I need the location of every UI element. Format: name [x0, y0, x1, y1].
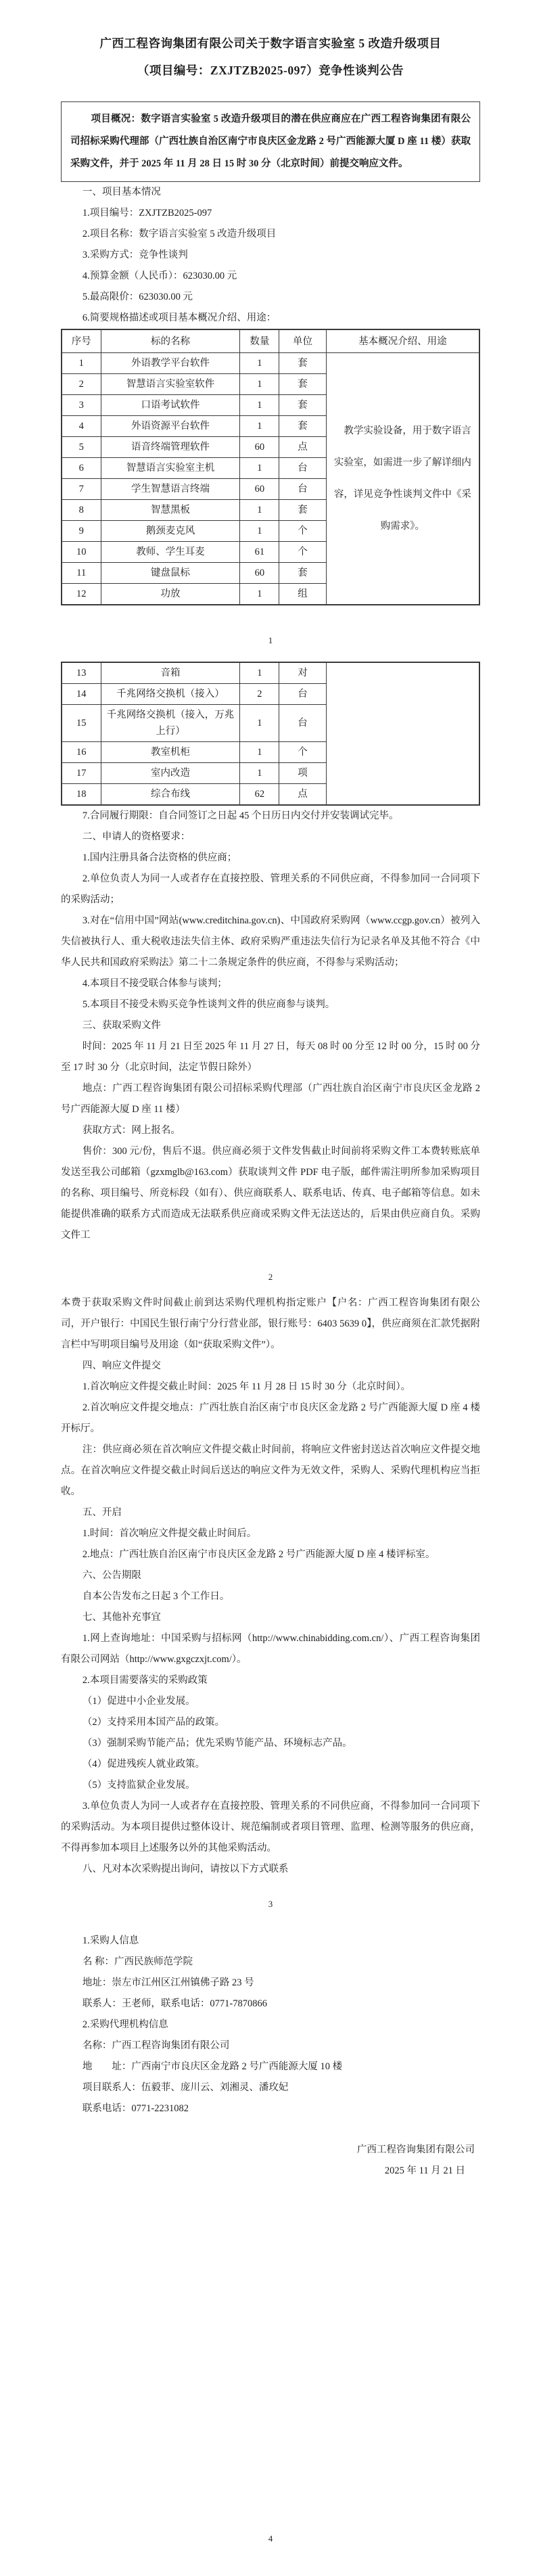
table-cell: 教师、学生耳麦: [101, 542, 240, 563]
title-line-1: 广西工程咨询集团有限公司关于数字语言实验室 5 改造升级项目: [99, 37, 442, 50]
table-cell: 5: [62, 437, 101, 458]
table-cell: 室内改造: [101, 763, 240, 784]
section-heading: 六、公告期限: [82, 1570, 141, 1581]
paragraph: 自本公告发布之日起 3 个工作日。: [82, 1591, 230, 1602]
table-cell: 7: [62, 479, 101, 500]
table-cell: 4: [62, 416, 101, 437]
spacer: [61, 1914, 480, 1931]
paragraph: 名称：广西工程咨询集团有限公司: [82, 2040, 230, 2051]
paragraph: 1.时间：首次响应文件提交截止时间后。: [82, 1528, 257, 1539]
table-cell: 智慧黑板: [101, 500, 240, 521]
paragraph: 2.单位负责人为同一人或者存在直接控股、管理关系的不同供应商，不得参加同一合同项下的采购活动；: [61, 873, 480, 905]
table-header-row: [62, 329, 479, 353]
table-cell: 对: [279, 662, 326, 684]
table-cell: 13: [62, 662, 101, 684]
paragraph: 地 址：广西南宁市良庆区金龙路 2 号广西能源大厦 10 楼: [82, 2061, 343, 2072]
project-overview-text: [70, 108, 471, 175]
paragraph: （3）强制采购节能产品；优先采购节能产品、环境标志产品。: [82, 1738, 352, 1749]
paragraph: 获取方式：网上报名。: [82, 1125, 181, 1136]
paragraph: 2.首次响应文件提交地点：广西壮族自治区南宁市良庆区金龙路 2 号广西能源大厦 D 座 4 楼开标厅。: [61, 1402, 480, 1434]
table-cell: 11: [62, 563, 101, 584]
overview-label: 项目概况：: [91, 114, 141, 124]
table-cell: 组: [279, 584, 326, 605]
title-line-2: （项目编号：ZXJTZB2025-097）竞争性谈判公告: [137, 64, 404, 77]
table-cell: 鹅颈麦克风: [101, 521, 240, 542]
overview-body: 数字语言实验室 5 改造升级项目的潜在供应商应在广西工程咨询集团有限公司招标采购代理部（广西壮族自治区南宁市良庆区金龙路 2 号广西能源大厦 D 座 11 楼）获取采购文件，并于 2025 年 11 月 28 日 15 时 30 分（北京时间）前提交响应文件。: [70, 114, 471, 169]
table-cell: 功放: [101, 584, 240, 605]
table-cell: 台: [279, 684, 326, 705]
page-number: 2: [268, 1272, 273, 1282]
table-cell: 2: [240, 684, 279, 705]
table-cell: 1: [240, 584, 279, 605]
signature-company: 广西工程咨询集团有限公司: [357, 2144, 475, 2155]
table-cell: 10: [62, 542, 101, 563]
paragraph: 地址：崇左市江州区江州镇佛子路 23 号: [82, 1977, 254, 1988]
paragraph: 7.合同履行期限：自合同签订之日起 45 个日历日内交付并安装调试完毕。: [82, 810, 399, 821]
spacer: [61, 1880, 480, 1893]
table-cell: 套: [279, 416, 326, 437]
section-heading: 四、响应文件提交: [82, 1360, 161, 1371]
table-cell: 个: [279, 542, 326, 563]
table-cell: 1: [240, 500, 279, 521]
table-cell: 60: [240, 437, 279, 458]
table-cell: 62: [240, 784, 279, 806]
items-table-part1: [61, 329, 480, 605]
table-cell: 60: [240, 479, 279, 500]
table-cell: 套: [279, 353, 326, 374]
section-heading: 五、开启: [82, 1507, 122, 1518]
spacer: [61, 2182, 480, 2528]
table-cell: 1: [240, 662, 279, 684]
paragraph: 1.首次响应文件提交截止时间：2025 年 11 月 28 日 15 时 30 分（北京时间）。: [82, 1381, 411, 1392]
section-heading: 八、凡对本次采购提出询问，请按以下方式联系: [82, 1864, 289, 1874]
paragraph: 1.采购人信息: [82, 1935, 139, 1946]
merged-description-text: 教学实验设备，用于数字语言实验室，如需进一步了解详细内容，详见竞争性谈判文件中《采购需求》。: [333, 425, 471, 532]
paragraph: 项目联系人：伍毅菲、庞川云、刘湘灵、潘玫妃: [82, 2082, 289, 2093]
table-cell: 8: [62, 500, 101, 521]
section-heading: 七、其他补充事宜: [82, 1612, 161, 1623]
paragraph: 4.预算金额（人民币）：623030.00 元: [82, 271, 237, 281]
paragraph: 2.地点：广西壮族自治区南宁市良庆区金龙路 2 号广西能源大厦 D 座 4 楼评标室。: [82, 1549, 436, 1560]
table-cell: 智慧语言实验室软件: [101, 374, 240, 395]
paragraph: 2.采购代理机构信息: [82, 2019, 168, 2030]
table-row: [62, 353, 479, 374]
page-title: [61, 30, 480, 84]
paragraph: 4.本项目不接受联合体参与谈判；: [82, 978, 227, 989]
table-cell: 套: [279, 374, 326, 395]
paragraph: 售价：300 元/份，售后不退。供应商必须于文件发售截止时间前将采购文件工本费转账底单发送至我公司邮箱（gzxmglb@163.com）获取谈判文件 PDF 电子版，邮件需注明所参加采购项目的名称、项目编号、所竞标段（如有）、供应商联系人、联系电话、传真、电子邮箱等信息。如未能提供准确的联系方式而造成无法联系供应商或采购文件无法送达的，后果由供应商自负。采购文件工: [61, 1146, 480, 1241]
paragraph: 地点：广西工程咨询集团有限公司招标采购代理部（广西壮族自治区南宁市良庆区金龙路 2 号广西能源大厦 D 座 11 楼）: [61, 1083, 480, 1115]
document-body: [61, 182, 480, 2549]
spacer: [61, 1246, 480, 1266]
column-header: 单位: [279, 329, 326, 353]
paragraph: 2.本项目需要落实的采购政策: [82, 1675, 208, 1686]
paragraph: 联系电话：0771-2231082: [82, 2103, 189, 2114]
section-heading: 二、申请人的资格要求：: [82, 831, 191, 842]
table-cell: 外语教学平台软件: [101, 353, 240, 374]
table-cell: 音箱: [101, 662, 240, 684]
table-cell: 16: [62, 742, 101, 763]
paragraph: 本费于获取采购文件时间截止前到达采购代理机构指定账户【户名：广西工程咨询集团有限公司，开户银行：中国民生银行南宁分行营业部，银行账号：6403 5639 0】，供应商须在汇款凭据附言栏中写明项目编号及用途（如“获取采购文件”）。: [61, 1297, 480, 1350]
paragraph: （1）促进中小企业发展。: [82, 1696, 195, 1707]
table-cell: 61: [240, 542, 279, 563]
table-cell: 外语资源平台软件: [101, 416, 240, 437]
table-cell: 1: [240, 742, 279, 763]
table-cell: 台: [279, 705, 326, 742]
spacer: [61, 605, 480, 630]
merged-description-cell: [326, 662, 479, 805]
paragraph: 时间：2025 年 11 月 21 日至 2025 年 11 月 27 日，每天 08 时 00 分至 12 时 00 分，15 时 00 分至 17 时 30 分（北京时间，法定节假日除外）: [61, 1041, 480, 1073]
merged-description-cell: [326, 353, 479, 605]
table-cell: 12: [62, 584, 101, 605]
page-number: 3: [268, 1899, 273, 1909]
items-table-part2: [61, 662, 480, 806]
table-cell: 18: [62, 784, 101, 806]
table-cell: 9: [62, 521, 101, 542]
table-cell: 3: [62, 395, 101, 416]
table-cell: 17: [62, 763, 101, 784]
table-cell: 1: [240, 705, 279, 742]
table-cell: 1: [240, 763, 279, 784]
table-cell: 台: [279, 458, 326, 479]
table-cell: 1: [240, 416, 279, 437]
table-cell: 1: [62, 353, 101, 374]
table-cell: 60: [240, 563, 279, 584]
table-cell: 15: [62, 705, 101, 742]
table-cell: 千兆网络交换机（接入）: [101, 684, 240, 705]
paragraph: 注：供应商必须在首次响应文件提交截止时间前，将响应文件密封送达首次响应文件提交地点。在首次响应文件提交截止时间后送达的响应文件为无效文件，采购人、采购代理机构应当拒收。: [61, 1444, 480, 1497]
table-cell: 口语考试软件: [101, 395, 240, 416]
paragraph: 3.对在“信用中国”网站(www.creditchina.gov.cn)、中国政府采购网（www.ccgp.gov.cn）被列入失信被执行人、重大税收违法失信主体、政府采购严重违法失信行为记录名单及其他不符合《中华人民共和国政府采购法》第二十二条规定条件的供应商，不得参与采购活动；: [61, 915, 480, 968]
column-header: 序号: [62, 329, 101, 353]
paragraph: 1.国内注册具备合法资格的供应商；: [82, 852, 237, 863]
paragraph: （2）支持采用本国产品的政策。: [82, 1717, 225, 1728]
table-cell: 个: [279, 742, 326, 763]
table-cell: 智慧语言实验室主机: [101, 458, 240, 479]
section-heading: 一、项目基本情况: [82, 187, 161, 198]
table-cell: 键盘鼠标: [101, 563, 240, 584]
column-header: 基本概况介绍、用途: [326, 329, 479, 353]
table-cell: 语音终端管理软件: [101, 437, 240, 458]
paragraph: 6.简要规格描述或项目基本概况介绍、用途：: [82, 313, 277, 323]
paragraph: 联系人：王老师，联系电话：0771-7870866: [82, 1998, 267, 2009]
table-cell: 点: [279, 437, 326, 458]
paragraph: 2.项目名称：数字语言实验室 5 改造升级项目: [82, 229, 277, 239]
table-cell: 台: [279, 479, 326, 500]
table-cell: 2: [62, 374, 101, 395]
table-cell: 1: [240, 374, 279, 395]
table-cell: 点: [279, 784, 326, 806]
table-cell: 项: [279, 763, 326, 784]
paragraph: （5）支持监狱企业发展。: [82, 1780, 195, 1791]
table-cell: 1: [240, 353, 279, 374]
signature-date: 2025 年 11 月 21 日: [384, 2165, 465, 2176]
spacer: [61, 1287, 480, 1293]
table-cell: 千兆网络交换机（接入，万兆上行）: [101, 705, 240, 742]
table-cell: 1: [240, 521, 279, 542]
table-cell: 个: [279, 521, 326, 542]
paragraph: 5.本项目不接受未购买竞争性谈判文件的供应商参与谈判。: [82, 999, 335, 1010]
table-cell: 教室机柜: [101, 742, 240, 763]
section-heading: 三、获取采购文件: [82, 1020, 161, 1031]
table-cell: 套: [279, 563, 326, 584]
table-cell: 套: [279, 500, 326, 521]
paragraph: 3.采购方式：竞争性谈判: [82, 250, 188, 260]
table-cell: 综合布线: [101, 784, 240, 806]
signature-block: [61, 2140, 480, 2182]
table-cell: 1: [240, 458, 279, 479]
spacer: [61, 651, 480, 662]
paragraph: 1.网上查询地址：中国采购与招标网（http://www.chinabidding.com.cn/）、广西工程咨询集团有限公司网站（http://www.gxgczxjt.com/）。: [61, 1633, 480, 1665]
paragraph: 名 称：广西民族师范学院: [82, 1956, 193, 1967]
paragraph: 1.项目编号：ZXJTZB2025-097: [82, 208, 212, 218]
table-cell: 6: [62, 458, 101, 479]
table-cell: 套: [279, 395, 326, 416]
table-row: [62, 662, 479, 684]
table-cell: 1: [240, 395, 279, 416]
column-header: 标的名称: [101, 329, 240, 353]
paragraph: 5.最高限价：623030.00 元: [82, 292, 193, 302]
table-cell: 14: [62, 684, 101, 705]
paragraph: （4）促进残疾人就业政策。: [82, 1759, 206, 1770]
page-number: 1: [268, 635, 273, 645]
project-overview-box: [61, 101, 480, 182]
table-cell: 学生智慧语言终端: [101, 479, 240, 500]
page-number: 4: [268, 2533, 273, 2544]
column-header: 数量: [240, 329, 279, 353]
paragraph: 3.单位负责人为同一人或者存在直接控股、管理关系的不同供应商，不得参加同一合同项下的采购活动。为本项目提供过整体设计、规范编制或者项目管理、监理、检测等服务的供应商，不得再参加本项目上述服务以外的其他采购活动。: [61, 1801, 480, 1854]
